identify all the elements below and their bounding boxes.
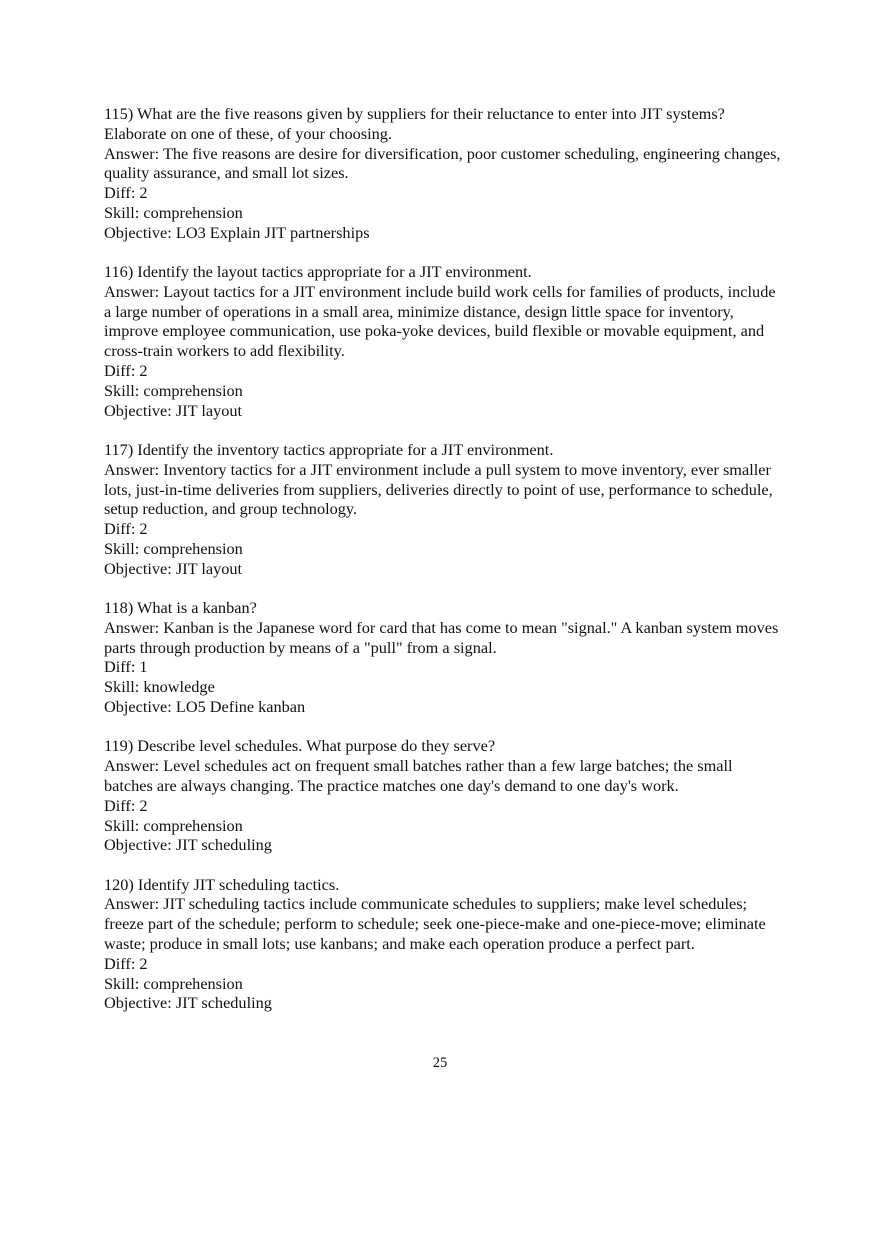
difficulty-text: Diff: 1 [104, 657, 148, 677]
question-block-115 [104, 104, 784, 243]
difficulty-text: Diff: 2 [104, 519, 148, 539]
objective-text: Objective: LO5 Define kanban [104, 697, 306, 717]
question-block-116 [104, 262, 784, 420]
answer-text: Answer: The five reasons are desire for diversification, poor customer scheduling, engineering changes, quality assurance, and small lot sizes. [104, 143, 781, 183]
question-block-119 [104, 736, 784, 855]
question-text: 117) Identify the inventory tactics appropriate for a JIT environment. [104, 439, 554, 459]
question-block-118 [104, 598, 784, 717]
difficulty-text: Diff: 2 [104, 361, 148, 381]
question-text: 120) Identify JIT scheduling tactics. [104, 874, 340, 894]
difficulty-text: Diff: 2 [104, 795, 148, 815]
objective-text: Objective: JIT scheduling [104, 993, 272, 1013]
difficulty-text: Diff: 2 [104, 953, 148, 973]
answer-text: Answer: Level schedules act on frequent small batches rather than a few large batches; the small batches are always changing. The practice matches one day's demand to one day's work. [104, 756, 733, 795]
objective-text: Objective: JIT scheduling [104, 835, 272, 855]
question-text: 118) What is a kanban? [104, 598, 257, 618]
objective-text: Objective: LO3 Explain JIT partnerships [104, 222, 370, 242]
answer-text: Answer: Layout tactics for a JIT environment include build work cells for families of products, include a large number of operations in a small area, minimize distance, design little space for inventory, improve employee communication, use poka-yoke devices, build flexible or movable equipment, and cross-train workers to add flexibility. [104, 281, 776, 361]
skill-text: Skill: comprehension [104, 380, 243, 400]
question-block-117 [104, 440, 784, 579]
answer-text: Answer: Kanban is the Japanese word for card that has come to mean "signal." A kanban system moves parts through production by means of a "pull" from a signal. [104, 617, 779, 657]
question-text: 115) What are the five reasons given by suppliers for their reluctance to enter into JIT systems? Elaborate on one of these, of your choosing. [104, 104, 725, 143]
skill-text: Skill: comprehension [104, 538, 243, 558]
objective-text: Objective: JIT layout [104, 400, 243, 420]
question-text: 116) Identify the layout tactics appropriate for a JIT environment. [104, 262, 532, 282]
objective-text: Objective: JIT layout [104, 558, 243, 578]
skill-text: Skill: comprehension [104, 973, 243, 993]
question-block-120 [104, 875, 784, 1014]
skill-text: Skill: knowledge [104, 677, 215, 697]
skill-text: Skill: comprehension [104, 202, 243, 222]
page-number: 25 [432, 1055, 448, 1071]
skill-text: Skill: comprehension [104, 815, 243, 835]
answer-text: Answer: Inventory tactics for a JIT environment include a pull system to move inventory, ever smaller lots, just-in-time deliveries from suppliers, deliveries directly to point of use, performance to schedule, setup reduction, and group technology. [104, 459, 773, 519]
question-text: 119) Describe level schedules. What purpose do they serve? [104, 736, 496, 756]
answer-text: Answer: JIT scheduling tactics include communicate schedules to suppliers; make level schedules; freeze part of the schedule; perform to schedule; seek one-piece-make and one-piece-move; eliminate waste; produce in small lots; use kanbans; and make each operation produce a perfect part. [104, 894, 766, 953]
difficulty-text: Diff: 2 [104, 183, 148, 203]
document-page [104, 104, 784, 1033]
